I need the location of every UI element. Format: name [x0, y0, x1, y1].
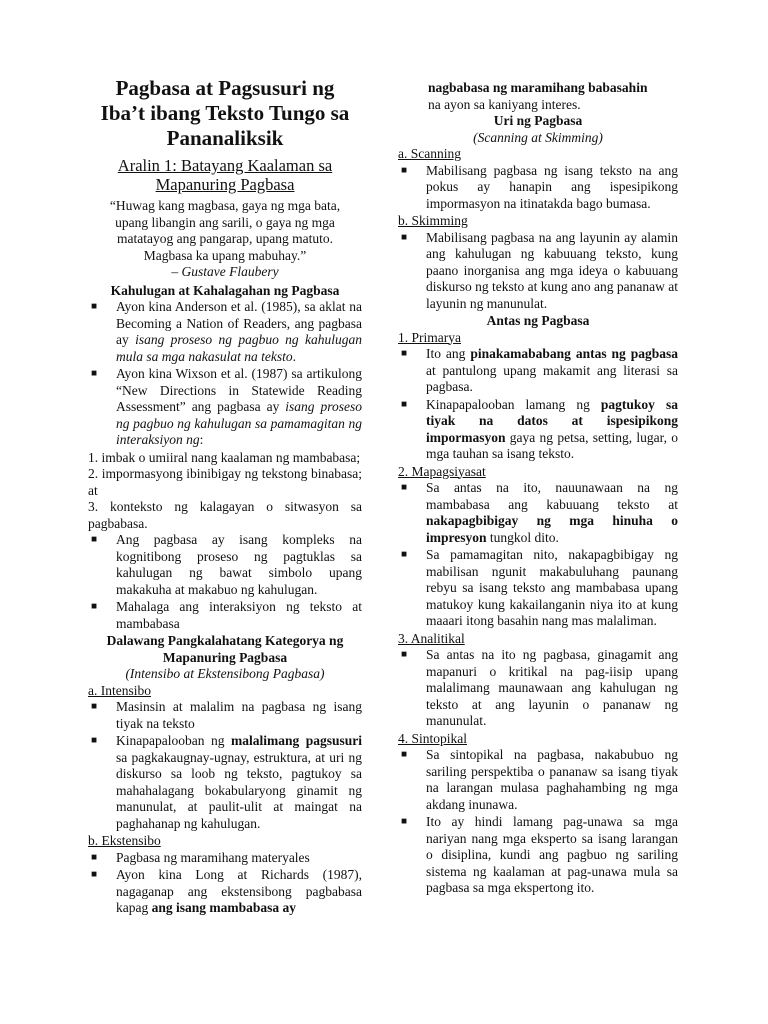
bullet-icon: ■: [401, 649, 408, 660]
bullet-list: [398, 230, 678, 313]
list-item: [398, 346, 678, 396]
quote-line: upang libangin ang sarili, o gaya ng mga: [115, 214, 335, 230]
document-title: [88, 76, 362, 151]
text: Kinapapalooban lamang ng: [426, 396, 601, 412]
list-item: [88, 366, 362, 449]
text: Sa antas na ito, nauunawaan na ng mambabasa ang kabuuang teksto at: [426, 480, 678, 512]
list-item: [398, 814, 678, 897]
quote-author: – Gustave Flaubery: [171, 264, 279, 279]
text: Mahalaga ang interaksiyon ng teksto at mambabasa: [116, 599, 362, 631]
continued-text: na ayon sa kaniyang interes.: [428, 96, 581, 112]
bullet-icon: ■: [401, 816, 408, 827]
list-item: [398, 647, 678, 730]
lesson-title-line: Aralin 1: Batayang Kaalaman sa: [117, 156, 333, 175]
text: at pantulong upang makamit ang literasi sa pagbasa.: [426, 362, 678, 394]
bullet-list: [398, 163, 678, 213]
bullet-icon: ■: [91, 534, 98, 545]
section-heading: Mapanuring Pagbasa: [162, 649, 288, 665]
list-item: [88, 532, 362, 598]
bold-text: ang isang mambabasa ay: [151, 900, 297, 915]
bold-text: pinakamababang antas ng pagbasa: [470, 346, 678, 361]
list-item: [398, 747, 678, 813]
text: Ang pagbasa ay isang kompleks na kognitibong proseso ng pagtuklas sa kahulugan ng bawat simbolo upang makakuha at makabuo ng kahulugan.: [116, 532, 362, 597]
list-item: [398, 230, 678, 313]
numbered-item: 3. konteksto ng kalagayan o sitwasyon sa pagbabasa.: [88, 499, 362, 531]
bold-text: pagtukoy sa tiyak na datos at ispesipikong impormasyon: [426, 396, 678, 445]
section-subheading: (Intensibo at Ekstensibong Pagbasa): [125, 666, 325, 681]
bullet-icon: ■: [401, 749, 408, 760]
bullet-list: [398, 480, 678, 630]
bullet-list: [398, 346, 678, 463]
left-column: [88, 76, 362, 918]
epigraph: [88, 198, 362, 281]
bullet-icon: ■: [401, 231, 408, 243]
bullet-icon: ■: [91, 601, 98, 612]
bullet-icon: ■: [401, 398, 408, 410]
bullet-list: [88, 532, 362, 632]
numbered-item: 1. imbak o umiiral nang kaalaman ng mambabasa;: [88, 449, 361, 465]
subsection-label: 3. Analitikal: [398, 630, 465, 646]
bullet-list: [88, 699, 362, 832]
bold-text: malalimang pagsusuri: [230, 733, 362, 748]
text: Sa pamamagitan nito, nakapagbibigay ng mabilisan ngunit makabuluhang paunang rebyu sa isang teksto ang mambabasa upang matukoy kung kakailanganin niya ito at kung maaari itong basahin nang mas malaliman.: [426, 547, 678, 628]
section-heading: Dalawang Pangkalahatang Kategorya ng: [106, 633, 344, 648]
text: Ayon kina Anderson et al. (1985), sa aklat na Becoming a Nation of Readers, ang pagbasa ay: [116, 299, 362, 347]
text: Ayon kina Long at Richards (1987), nagaganap ang ekstensibong pagbabasa kapag: [116, 867, 362, 915]
text: Mabilisang pagbasa na ang layunin ay alamin ang kahulugan ng kabuuang teksto, kung paano inorganisa ang mga ideya o kabuuang diskurso ng teksto at kung ano ang pananaw at layunin ng manunulat.: [426, 229, 678, 311]
text: :: [199, 432, 204, 447]
right-column: [398, 80, 678, 898]
quote-line: Magbasa ka upang mabuhay.”: [143, 247, 307, 263]
text: tungkol dito.: [486, 529, 559, 545]
section-heading: Uri ng Pagbasa: [493, 113, 583, 128]
text: Ito ang: [426, 346, 471, 361]
list-item: [88, 699, 362, 732]
title-line: Iba’t ibang Teksto Tungo sa: [100, 101, 350, 125]
quote-line: “Huwag kang magbasa, gaya ng mga bata,: [109, 198, 341, 213]
text: Ayon kina Wixson et al. (1987) sa artikulong “New Directions in Statewide Reading Assessment” ang pagbasa ay: [116, 366, 362, 414]
subsection-label: 2. Mapagsiyasat: [398, 463, 486, 479]
section-heading: Kahulugan at Kahalagahan ng Pagbasa: [110, 282, 340, 298]
list-item: [88, 850, 362, 867]
subsection-label: 1. Primarya: [398, 329, 461, 345]
bold-text: nagbabasa ng maramihang babasahin: [428, 80, 648, 95]
bullet-icon: ■: [401, 482, 408, 493]
title-line: Pagbasa at Pagsusuri ng: [115, 76, 335, 100]
title-line: Pananaliksik: [166, 126, 284, 150]
bullet-icon: ■: [91, 301, 98, 312]
list-item: [398, 163, 678, 213]
bullet-list: [88, 850, 362, 917]
text: .: [292, 348, 296, 364]
subsection-label: b. Ekstensibo: [88, 833, 161, 848]
list-item: [398, 397, 678, 463]
lesson-title-line: Mapanuring Pagbasa: [155, 175, 295, 194]
subsection-label: b. Skimming: [398, 213, 468, 228]
bullet-list: [398, 747, 678, 897]
emphasis-text: isang proseso ng pagbuo ng kahulugan mula sa mga nakasulat na teksto: [116, 332, 362, 364]
bold-text: nakapagbibigay ng mga hinuha o impresyon: [426, 513, 678, 545]
numbered-item: 2. impormasyong ibinibigay ng tekstong binabasa; at: [88, 466, 362, 498]
lesson-title: [88, 156, 362, 194]
section-subheading: (Scanning at Skimming): [473, 129, 603, 145]
bullet-icon: ■: [91, 701, 98, 712]
bullet-list: [398, 647, 678, 730]
list-item: [88, 867, 362, 917]
text: Pagbasa ng maramihang materyales: [116, 849, 310, 865]
bullet-icon: ■: [91, 735, 98, 746]
bullet-icon: ■: [401, 164, 408, 176]
list-item: [88, 599, 362, 632]
bullet-icon: ■: [401, 348, 408, 359]
quote-line: matatayog ang pangarap, upang matuto.: [117, 231, 333, 246]
list-item: [398, 480, 678, 546]
section-heading: Antas ng Pagbasa: [486, 313, 590, 328]
text: Kinapapalooban ng: [116, 733, 231, 748]
text: Ito ay hindi lamang pag-unawa sa mga nariyan nang mga eksperto sa isang larangan o disiplina, kundi ang pagbuo ng sariling sistema ng kaalaman at pag-unawa mula sa pagbasa sa mga ekspertong ito.: [426, 814, 678, 895]
text: Sa sintopikal na pagbasa, nakabubuo ng sariling perspektiba o pananaw sa isang tiyak na larangan mulasa paghahambing ng mga akdang inunawa.: [426, 747, 678, 812]
bullet-list: [88, 299, 362, 449]
bullet-icon: ■: [91, 368, 98, 379]
list-item: [88, 299, 362, 365]
bullet-icon: ■: [91, 869, 98, 880]
list-item: [88, 733, 362, 832]
text: Masinsin at malalim na pagbasa ng isang tiyak na teksto: [116, 699, 362, 731]
continued-text: [428, 80, 678, 97]
subsection-label: 4. Sintopikal: [398, 730, 468, 746]
bullet-icon: ■: [401, 549, 408, 560]
subsection-label: a. Intensibo: [88, 682, 151, 698]
subsection-label: a. Scanning: [398, 146, 461, 161]
text: Mabilisang pagbasa ng isang teksto na ang pokus ay hanapin ang ispesipikong impormasyon na itinatakda bago bumasa.: [426, 162, 678, 211]
bullet-icon: ■: [91, 851, 98, 863]
list-item: [398, 547, 678, 630]
text: sa pagkakaugnay-ugnay, estruktura, at uri ng diskurso sa loob ng teksto, pagtukoy sa mahahalagang bokabularyong ginamit ng manunulat, at paulit-ulit at maingat na paghahanap ng kahulugan.: [116, 749, 362, 831]
text: gaya ng petsa, setting, lugar, o mga tauhan sa isang teksto.: [426, 429, 678, 461]
text: Sa antas na ito ng pagbasa, ginagamit ang mapanuri o kritikal na pag-iisip upang malalimang maunawaan ang kahulugan ng teksto at ang layunin o pananaw ng manunulat.: [426, 647, 678, 728]
emphasis-text: isang proseso ng pagbuo ng kahulugan sa pamamagitan ng interaksiyon ng: [116, 399, 362, 447]
